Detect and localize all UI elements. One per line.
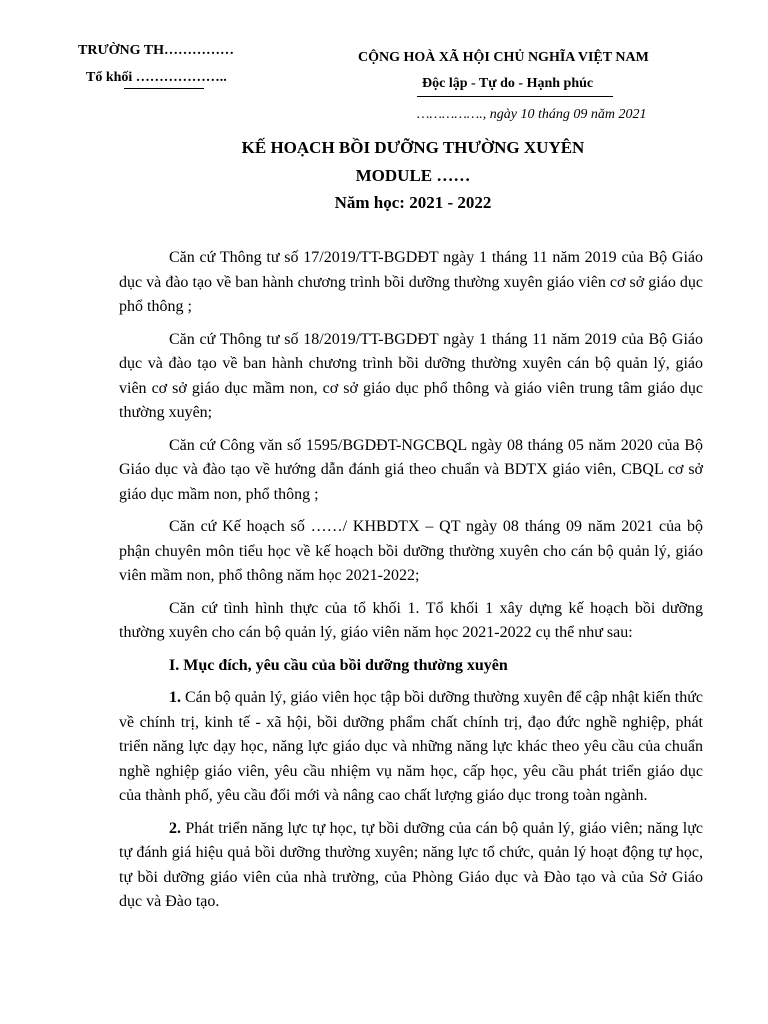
section-heading: I. Mục đích, yêu cầu của bồi dưỡng thường xuyên: [169, 656, 508, 674]
school-underline: [124, 88, 204, 89]
module-title: MODULE ……: [355, 166, 471, 185]
motto-underline: [417, 96, 613, 97]
nation-title: CỘNG HOÀ XÃ HỘI CHỦ NGHĨA VIỆT NAM: [358, 50, 649, 65]
document-date: ……………., ngày 10 tháng 09 năm 2021: [417, 107, 647, 122]
list-item-2: [119, 817, 703, 915]
group-name: Tổ khối ………………..: [86, 70, 227, 85]
list-item-2-number: 2.: [169, 819, 181, 837]
school-year: Năm học: 2021 - 2022: [334, 193, 492, 212]
paragraph-legal-basis-4: Căn cứ Kế hoạch số ……/ KHBDTX – QT ngày 08 tháng 09 năm 2021 của bộ phận chuyên môn tiểu học về kế hoạch bồi dưỡng thường xuyên cho cán bộ quản lý, giáo viên mầm non, phổ thông năm học 2021-2022;: [119, 518, 703, 584]
nation-motto: Độc lập - Tự do - Hạnh phúc: [422, 76, 594, 91]
list-item-1: [119, 686, 703, 809]
school-name: TRƯỜNG TH……………: [78, 43, 234, 58]
paragraph-legal-basis-1: Căn cứ Thông tư số 17/2019/TT-BGDĐT ngày 1 tháng 11 năm 2019 của Bộ Giáo dục và đào tạo về ban hành chương trình bồi dưỡng thường xuyên giáo viên cơ sở giáo dục phổ thông ;: [119, 249, 703, 315]
paragraph-legal-basis-2: Căn cứ Thông tư số 18/2019/TT-BGDĐT ngày 1 tháng 11 năm 2019 của Bộ Giáo dục và đào tạo về ban hành chương trình bồi dưỡng thường xuyên cán bộ quản lý, giáo viên cơ sở giáo dục mầm non, cơ sở giáo dục phổ thông và giáo viên trung tâm giáo dục thường xuyên;: [119, 330, 703, 421]
paragraph-legal-basis-3: Căn cứ Công văn số 1595/BGDĐT-NGCBQL ngày 08 tháng 05 năm 2020 của Bộ Giáo dục và đào tạo về hướng dẫn đánh giá theo chuẩn và BDTX giáo viên, CBQL cơ sở giáo dục mầm non, phổ thông ;: [119, 436, 703, 503]
paragraph-legal-basis-5: Căn cứ tình hình thực của tổ khối 1. Tổ khối 1 xây dựng kế hoạch bồi dưỡng thường xuyên cho cán bộ quản lý, giáo viên năm học 2021-2022 cụ thể như sau:: [119, 599, 703, 641]
document-body: [119, 246, 703, 923]
list-item-1-number: 1.: [169, 689, 181, 706]
list-item-2-text: Phát triển năng lực tự học, tự bồi dưỡng của cán bộ quản lý, giáo viên; năng lực tự đánh giá hiệu quả bồi dưỡng thường xuyên; năng lực tổ chức, quản lý hoạt động tự học, tự bồi dưỡng giáo viên của nhà trường, của Phòng Giáo dục và Đào tạo và của Sở Giáo dục và Đào tạo.: [119, 819, 703, 910]
document-title: KẾ HOẠCH BỒI DƯỠNG THƯỜNG XUYÊN: [241, 138, 585, 157]
list-item-1-text: Cán bộ quản lý, giáo viên học tập bồi dưỡng thường xuyên để cập nhật kiến thức về chính trị, kinh tế - xã hội, bồi dưỡng phẩm chất chính trị, đạo đức nghề nghiệp, phát triển năng lực dạy học, năng lực giáo dục và những năng lực khác theo yêu cầu của chuẩn nghề nghiệp giáo viên, yêu cầu nhiệm vụ năm học, cấp học, yêu cầu phát triển giáo dục của thành phố, yêu cầu đổi mới và nâng cao chất lượng giáo dục trong toàn ngành.: [119, 689, 703, 804]
